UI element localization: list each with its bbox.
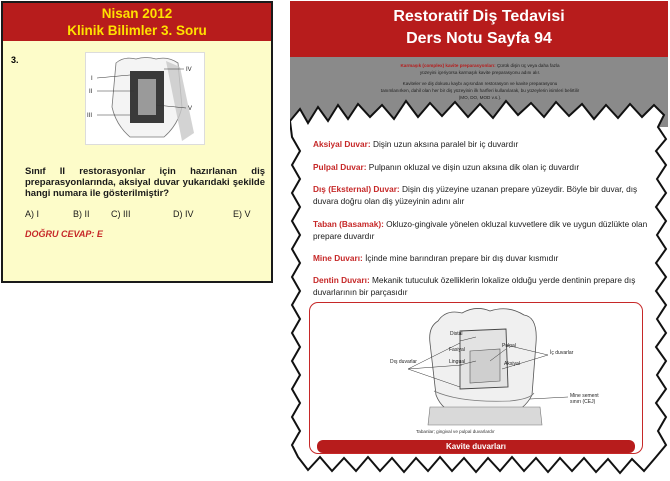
label-inner-walls: İç duvarlar xyxy=(550,350,574,356)
figure-label-4: IV xyxy=(186,67,192,73)
question-title: Klinik Bilimler 3. Soru xyxy=(67,23,207,38)
option-b[interactable]: B) II xyxy=(73,209,90,219)
molar-illustration xyxy=(310,303,644,433)
intro-line-1: Karmaşık (complex) kavite preparasyonları: Çürük dişin üç veya daha fazla xyxy=(400,63,560,68)
answer-options xyxy=(25,209,265,221)
question-header xyxy=(3,3,271,41)
label-pulpal: Pulpal xyxy=(502,343,516,349)
intro-line-2: yüzeyini içeriyorsa karmaşık kavite preparasyonu adını alır. xyxy=(419,70,541,75)
definition-pulpal-wall: Pulpal Duvar: Pulpanın okluzal ve dişin uzun aksına dik olan iç duvardır xyxy=(313,162,580,172)
label-outer-walls: Dış duvarlar xyxy=(390,359,417,365)
label-cej-line-1: Mine sement xyxy=(570,393,599,399)
figure-label-1: I xyxy=(91,76,93,82)
question-text: Sınıf II restorasyonlar için hazırlanan diş preparasyonlarında, aksiyal duvar yukarıdaki şekilde hangi numara ile gösterilmiştir? xyxy=(25,166,265,199)
option-d[interactable]: D) IV xyxy=(173,209,194,219)
figure-label-2: II xyxy=(89,89,93,95)
intro-line-5: (MO, DO, MOD v.s.). xyxy=(458,95,502,100)
definition-dentin-wall: Dentin Duvarı: Mekanik tutuculuk özelliklerin lokalize olduğu yerde dentinin prepare dış duvarlarının bir parçasıdır xyxy=(313,275,636,297)
lecture-notes-card xyxy=(290,1,668,479)
label-axial: Aksiyal xyxy=(504,361,520,367)
figure-caption: Tabanlar; gingival ve pulpal duvarlardır xyxy=(416,429,495,434)
tooth-preparation-figure xyxy=(85,52,205,145)
question-number: 3. xyxy=(11,55,19,65)
notes-page: Ders Notu Sayfa 94 xyxy=(406,30,552,47)
intro-line-4: tanımlanırken, dahil olan her bir diş yüzeyinin ilk harfleri kullanılarak, bu yüzeylerin isimleri belirtilir xyxy=(380,88,580,93)
definition-floor: Taban (Basamak): Okluzo-gingivale yönelen okluzal kuvvetlere dik ve uygun düzlükte olan prepare duvardır xyxy=(313,219,648,241)
figure-label-3: III xyxy=(87,113,93,119)
notes-title: Restoratif Diş Tedavisi xyxy=(393,8,565,25)
intro-line-3: Kaviteler ve diş dokusu kaybı açısından restorasyon ve kavite preparasyonu xyxy=(402,81,558,86)
option-a[interactable]: A) I xyxy=(25,209,40,219)
definition-external-wall: Dış (Eksternal) Duvar: Dişin dış yüzeyine uzanan prepare yüzeydir. Böyle bir duvar, dış duvara doğru olan diş yüzeyinin adını alır xyxy=(313,184,638,206)
figure-title-bar: Kavite duvarları xyxy=(317,440,635,453)
cavity-walls-figure xyxy=(309,302,643,454)
label-facial: Fasiyal xyxy=(449,347,465,353)
option-e[interactable]: E) V xyxy=(233,209,251,219)
definition-enamel-wall: Mine Duvarı: İçinde mine barındıran prepare bir dış duvar kısmıdır xyxy=(313,253,559,263)
option-c[interactable]: C) III xyxy=(111,209,131,219)
correct-answer: DOĞRU CEVAP: E xyxy=(25,229,103,239)
figure-label-5: V xyxy=(188,106,193,112)
label-distal: Distal xyxy=(450,331,463,337)
question-date: Nisan 2012 xyxy=(101,6,173,21)
question-card xyxy=(1,1,273,283)
cavity-floor-shape xyxy=(138,79,156,115)
label-cej-line-2: sınırı (CEJ) xyxy=(570,399,596,405)
definition-axial-wall: Aksiyal Duvar: Dişin uzun aksına paralel bir iç duvardır xyxy=(313,139,519,149)
label-lingual: Lingual xyxy=(449,359,466,365)
